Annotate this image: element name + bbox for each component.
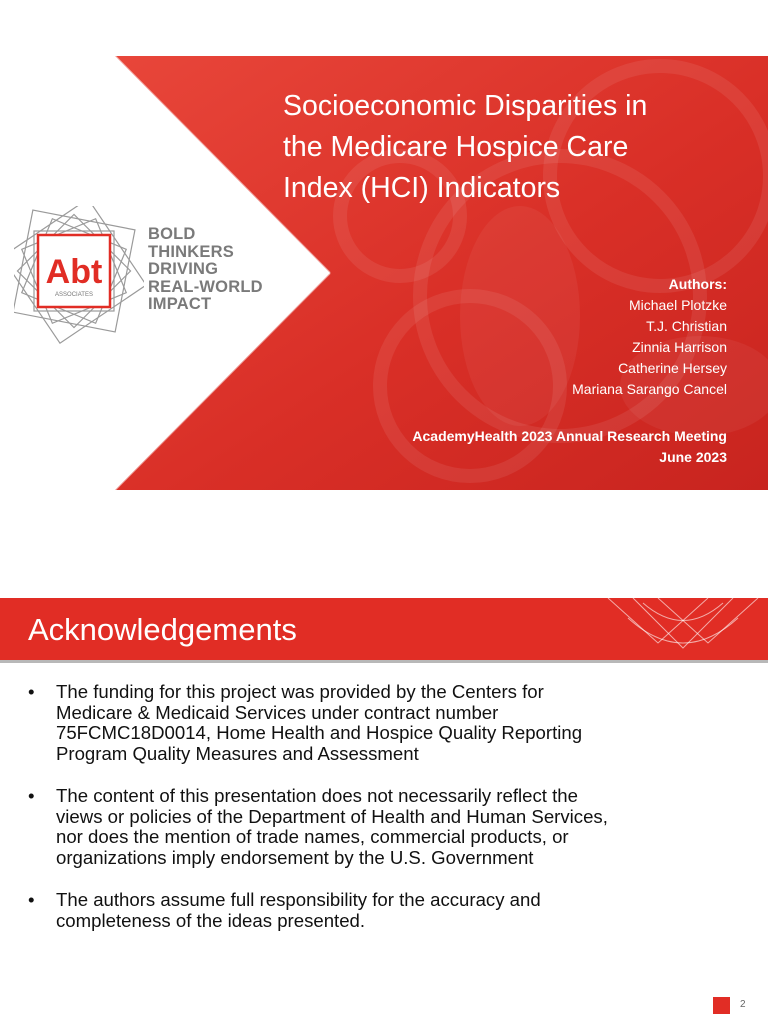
author-name: Mariana Sarango Cancel	[572, 381, 727, 397]
author-name: Zinnia Harrison	[632, 339, 727, 355]
authors-label: Authors:	[668, 276, 727, 292]
bullet-line: 75FCMC18D0014, Home Health and Hospice Quality Reporting	[56, 722, 583, 743]
slide-header-bar	[0, 598, 768, 660]
title-line: Index (HCI) Indicators	[283, 172, 561, 204]
author-name: Michael Plotzke	[628, 297, 727, 313]
bullet-icon: •	[28, 889, 35, 910]
bullet-line: organizations imply endorsement by the U.S. Government	[56, 846, 534, 868]
tagline	[148, 226, 263, 314]
list-item	[28, 890, 728, 931]
authors-list	[572, 274, 727, 400]
author-name: T.J. Christian	[646, 318, 727, 334]
title-line: the Medicare Hospice Care	[283, 131, 629, 163]
author-name: Catherine Hersey	[618, 360, 727, 376]
tagline-line: BOLD	[148, 225, 196, 243]
page-marker-square	[713, 997, 730, 1014]
bullet-list	[28, 682, 728, 953]
tagline-line: THINKERS	[148, 242, 234, 261]
bullet-line: Medicare & Medicaid Services under contract number	[56, 701, 499, 723]
bullet-line: completeness of the ideas presented.	[56, 909, 366, 931]
meeting-name: AcademyHealth 2023 Annual Research Meeting	[412, 428, 727, 444]
meeting-info	[412, 426, 727, 468]
page-number: 2	[740, 999, 746, 1010]
tagline-line: REAL-WORLD	[148, 277, 263, 296]
title-slide	[0, 56, 768, 490]
list-item	[28, 786, 728, 868]
tagline-line: IMPACT	[148, 295, 212, 313]
presentation-title	[283, 86, 753, 209]
title-line: Socioeconomic Disparities in	[283, 90, 648, 122]
meeting-date: June 2023	[659, 449, 727, 465]
bullet-line: The funding for this project was provided by the Centers for	[56, 681, 544, 702]
bullet-line: nor does the mention of trade names, commercial products, or	[56, 826, 569, 847]
bullet-icon: •	[28, 785, 35, 806]
bullet-line: The content of this presentation does not necessarily reflect the	[56, 785, 578, 806]
bullet-icon: •	[28, 681, 35, 702]
acknowledgements-slide	[0, 598, 768, 1024]
bullet-line: views or policies of the Department of Health and Human Services,	[56, 805, 608, 827]
header-rule	[0, 660, 768, 663]
slide-title: Acknowledgements	[28, 612, 297, 647]
list-item	[28, 682, 728, 764]
logo-subtext: ASSOCIATES	[55, 292, 93, 298]
bullet-line: Program Quality Measures and Assessment	[56, 742, 419, 764]
bullet-line: The authors assume full responsibility for the accuracy and	[56, 889, 541, 910]
decorative-star-pattern-icon	[598, 598, 768, 660]
tagline-line: DRIVING	[148, 260, 219, 278]
logo-wordmark: Abt	[45, 253, 103, 291]
abt-star-logo-icon	[14, 206, 144, 346]
